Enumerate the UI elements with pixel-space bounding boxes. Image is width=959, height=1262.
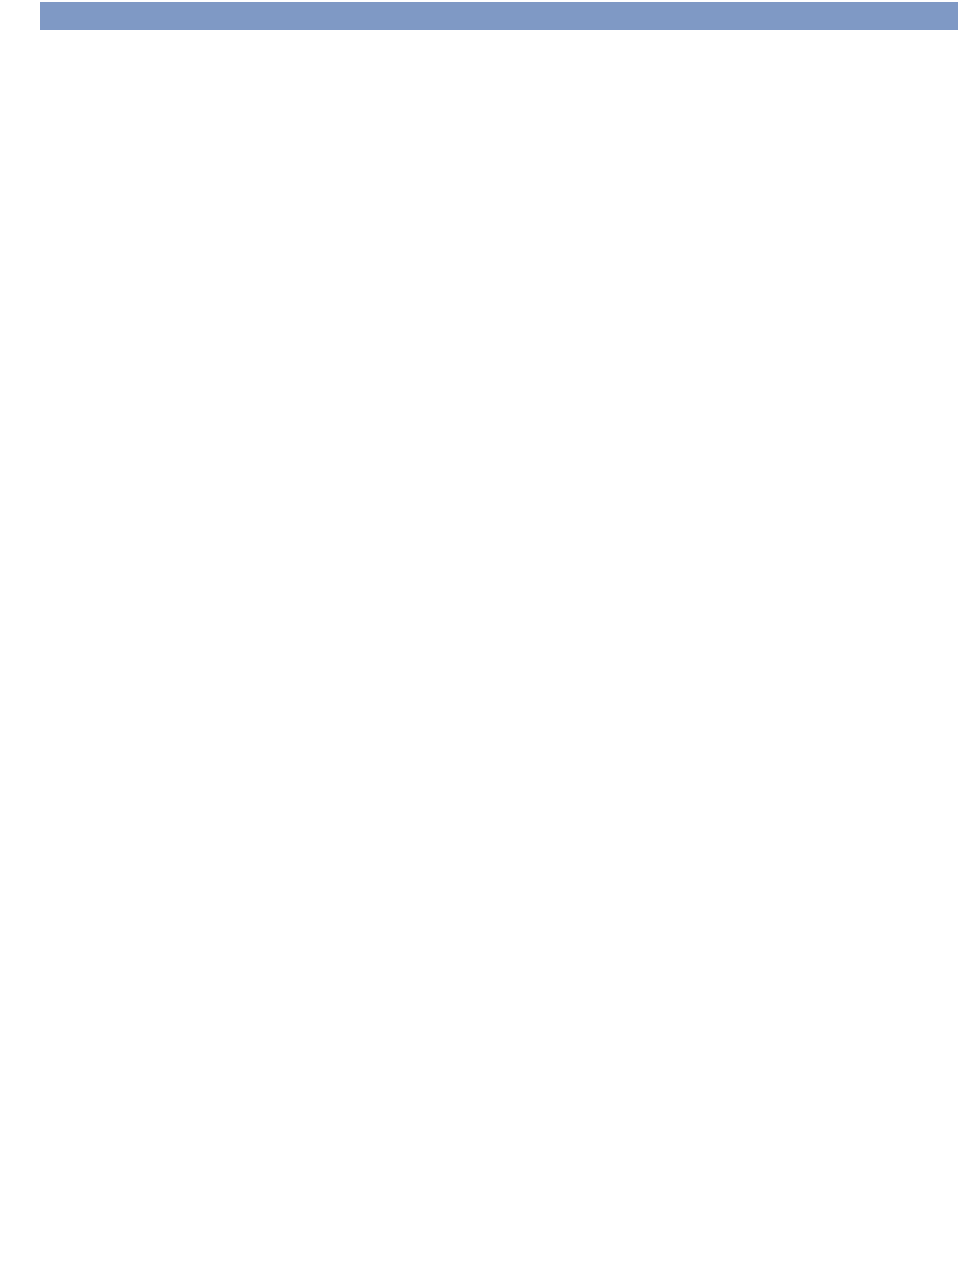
header-max [440, 2, 491, 31]
ping-table-asia-america [40, 2, 958, 31]
header-ip [562, 2, 816, 31]
table-header [40, 2, 958, 31]
header-loss [296, 2, 338, 31]
header-avg [389, 2, 440, 31]
header-location [40, 2, 206, 31]
header-min [338, 2, 389, 31]
header-deviation [491, 2, 562, 31]
header-sponsor [816, 2, 958, 31]
header-tools [206, 2, 296, 31]
